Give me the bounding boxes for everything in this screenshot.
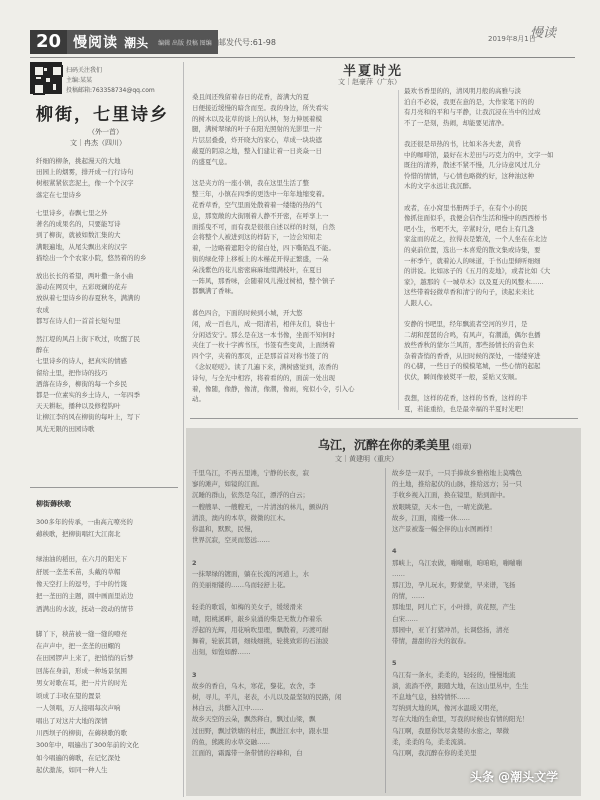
text-line: 千里乌江，不再五里滩，宁静的长夜，寂 <box>192 469 309 477</box>
text-line: 放些香秋的蒙尔兰风笛，那些扬情长的音色来 <box>404 341 534 350</box>
text-line: 或者，在小窝里书册两手子，在有个小的民 <box>404 203 528 212</box>
text-line: 顷成了丰收在望的置景 <box>36 691 101 700</box>
text-line: 家》，越那的《一城草木》以及夏天的风整木…… <box>404 277 544 286</box>
text-line: 我还很是昂热的书，比如米各夫妻，黄昏 <box>404 139 521 148</box>
text-line: 都飘满了香味。 <box>192 287 238 296</box>
essay-author: 文｜赵豪萍（广东） <box>338 78 401 86</box>
text-line: 蔽夏的阴凉之地，整入们建让着一日炎焱一日 <box>192 146 322 155</box>
text-line <box>192 546 380 557</box>
text-line <box>36 615 139 627</box>
text-line: 淌，流淌不停，跟随大地，在这山里丛中，生生 <box>392 681 529 690</box>
text-line: 留给土里，把作诗的技巧 <box>36 368 108 377</box>
feature-column-right <box>392 468 577 759</box>
text-line: 描绘出一个个农家小院，悠然着的的乡 <box>36 253 147 262</box>
essay-title: 半夏时光 <box>343 64 404 79</box>
text-line: 这些带着轻微草香和清宁的句子，读起来来比 <box>404 288 534 297</box>
corner-logo: 慢读 <box>530 26 557 41</box>
text-line: 绿油油的稻田，在六月的阳光下 <box>36 555 127 564</box>
text-line: 薅秧歌，把柳街唱红大江南北 <box>36 530 121 539</box>
text-line: 家盆而的花之，拉得表是繁茂，一个人坐在在北边 <box>404 235 547 244</box>
poem-author: 文｜冉杰（四川） <box>70 139 126 147</box>
text-line: 300多年的传承，一曲高亢嘹亮的 <box>36 518 133 526</box>
text-line: 那峡上，乌江农做，嘣嘣嘣，咱咱咱，嘣嘣嘣 <box>392 558 522 567</box>
poem-stanza <box>36 156 134 201</box>
text-line: 乌江啊，我沉醉在你的柔美里 <box>392 749 477 758</box>
text-line: 着，一边略着遮阳令的留白处，四下嘶陷乱不能。 <box>192 244 335 253</box>
text-line: 舞着，轮嵌其谓，细线细挑，轮挑致彩的石油波 <box>192 637 329 646</box>
text-line <box>192 591 380 602</box>
text-line: 乌江有一条水，柔柔的，轻轻的，慢慢地流 <box>392 670 516 679</box>
text-line: 你温和，默默，民慢， <box>192 525 257 534</box>
text-line: 我想，这样的花香，这样的书香，这样的半 <box>404 394 528 403</box>
column-divider <box>385 468 386 793</box>
text-line: 息，那宽敞的大街刚着人静不开密，在呼享上一 <box>192 211 329 220</box>
text-line: 回荡在身前，形成一种场景氛围 <box>36 666 127 675</box>
text-line: 放纵着七里诗乡的春夏秋冬，满满的 <box>36 294 140 303</box>
contact-line: 扫码关注我们 <box>66 67 103 74</box>
text-line: 一抹翠绿的镀面，躺在长流的河道上，水 <box>192 569 309 578</box>
text-line: 风光无限的田园诗歌 <box>36 424 95 433</box>
text-line: 故乡的香自，乌木，寒花，黎花，农舍，李 <box>192 681 316 690</box>
text-line <box>36 541 139 553</box>
text-line: 暮色四合，下面的时候到小城，开大悠 <box>192 308 303 317</box>
text-line: 的盛夏气息。 <box>192 157 231 166</box>
text-line <box>404 383 579 394</box>
text-line: 的讲说。比如冰子的《五月的麦地》，或者比如《大 <box>404 267 551 276</box>
text-line: 安静的书吧里，经年飘流者空河的岁月，是 <box>404 320 528 329</box>
text-line: 天天耕耘，播种以及修程钩叶 <box>36 402 121 411</box>
text-line: 都写在诗人们一首首长短句里 <box>36 316 121 325</box>
text-line: 游动在网页中，五彩斑斓的花卉 <box>36 283 127 292</box>
text-line: 著名的成果名的，只要能写诗 <box>36 220 121 229</box>
text-line: 洒满出的水波，抚动一段动的情节 <box>36 604 134 613</box>
text-line: 木的文字永远让我沉醉。 <box>404 182 476 191</box>
text-line: 一人领唱，万人接唱每次声响 <box>36 704 121 713</box>
issue-date: 2019年8月1日 <box>488 35 536 43</box>
text-line: 的美丽细镂的……乌而轻舒上花。 <box>192 581 290 590</box>
text-line: 的树木以及花草的谈上的认林，努力伸展着模 <box>192 114 322 123</box>
text-line <box>404 128 579 139</box>
text-line: 的桌前位置，选出一本喜爱的散文集或诗集，要 <box>404 245 541 254</box>
text-line: 整三年，小镇在四季的更迭中一年年地缩变着。 <box>192 190 329 199</box>
text-line: 朵浅紫色的花儿密密麻麻地缀满枝叶，在夏日 <box>192 265 322 274</box>
paper-name: 潮头 <box>124 35 149 50</box>
text-line: 着，像随，像静，像清，像潮，像雨，宛似小令，引入心 <box>192 384 355 393</box>
text-line: 晴，阳桃溪畔，敲乡泉涌的柴是无数力作着乐 <box>192 614 322 623</box>
text-line: 沉睡的群山，依然是乌江，漂浮的白云； <box>192 491 309 500</box>
masthead-rule <box>30 57 575 58</box>
text-line: 唱出了对这片大地的深情 <box>36 716 108 725</box>
text-line: 白宋…… <box>392 614 418 623</box>
text-line: 夹住了一枚十字裤书压，书签有些变黄，上面绣着 <box>192 341 335 350</box>
poem-stanza <box>36 208 147 264</box>
qr-code-icon <box>30 62 62 94</box>
text-line: …… <box>392 569 405 578</box>
text-line: 过田野，飘过铁塘的村庄，飘进江水中，跟水里 <box>192 726 329 735</box>
text-line: 手收乡视入江面，换在镜里，贴到面中。 <box>392 491 509 500</box>
essay-column-1 <box>192 92 392 405</box>
text-line: 最欢书香里的的，清风明月般的高雅与淡 <box>404 87 521 95</box>
text-line: 有月亮和的平和与平静，让我沉浸在当中的过成 <box>404 108 541 117</box>
text-line: 中的咖啡馆，最好在木差田与巧克力的中，文字一如 <box>404 150 554 159</box>
text-line: 这产景被鉴一幅全伴的山水图画样！ <box>392 525 496 534</box>
text-line: 夏，若能重拾，也是最幸福的半夏时光吧！ <box>404 404 528 413</box>
text-line: 在声声中，把一垄垄的田螺的 <box>36 642 121 651</box>
text-line: 寥的滩声，如镜的江面。 <box>192 480 264 489</box>
text-line: 的心脚，一些日子的模模笔城，一些心情的起起 <box>404 362 541 371</box>
text-line: 清浪，澳内的本草，微微的江木。 <box>192 513 290 522</box>
text-line: 世界沉寂，空灵而悠远…… <box>192 536 270 545</box>
text-line: 吧小生，书吧不大，辛紧时分，吧台上有几盏 <box>404 224 534 233</box>
text-line: 诗句，与全光中相容，将着看的的，面前一处出现 <box>192 373 335 382</box>
text-line: 写在大地的生命里，写我的时候也有情的阳光！ <box>392 715 529 724</box>
text-line: 满眼遍地，从尾尖飘出来的汉字 <box>36 242 127 251</box>
contact-info <box>66 66 176 96</box>
text-line: 出刻，如饱如醉…… <box>192 648 251 657</box>
text-line: 脚丫下，秧苗被一缝一缝的嘹亮 <box>36 629 127 638</box>
text-line: 男女对歌在耳，把一片片的时光 <box>36 679 127 688</box>
text-line: 那江边，孕儿玩水，野蒙蒙，早来谱，飞扬 <box>392 581 516 590</box>
column-divider <box>398 90 399 410</box>
text-line: 不息地气息，独特情怀…… <box>392 693 470 702</box>
text-line: 日便接近缓慢的暗含而至。我的身边，所失看实 <box>192 103 329 112</box>
text-line: 人跟人心。 <box>404 298 437 307</box>
text-line: 一杯季午，就着沁人的味道，于书山里倾听细细 <box>404 256 541 265</box>
poem-stanza <box>36 271 140 327</box>
text-line: 乌江啊，我愿你饮尽贪婪的水密之，翠微 <box>392 726 509 735</box>
text-line: 那地里，阿儿亡下，小叶排，黄花照，产生 <box>392 603 516 612</box>
section-number: 3 <box>192 670 197 679</box>
feature-author: 文｜黄建明（重庆） <box>335 455 398 463</box>
text-line: 纤细的柳条，挑起漫天的大地 <box>36 157 121 165</box>
text-line: 都是一位素实的乡土诗人，一年四季 <box>36 391 140 400</box>
text-line: 故乡是一双手，一只手捧故乡雅格地上莫嘴色 <box>392 469 522 477</box>
section-banner <box>67 30 218 54</box>
text-line: 《念奴嗟嗟》。读了几遍下来，满树感觉到，浓香的 <box>192 362 339 371</box>
text-line: 伏伏，瞬间像被熨平一般，妥贴又安顺。 <box>404 373 521 382</box>
section-divider <box>30 487 178 488</box>
text-line <box>192 297 392 308</box>
text-line: 的土地，推给起伏的山脉，推给远方；另一只 <box>392 480 522 489</box>
text-line: 故乡，江面，南楼一休…… <box>392 513 470 522</box>
poem-stanza <box>36 334 140 435</box>
feature-column-left <box>192 468 380 759</box>
section-subtitle: 编辑 出版 投稿 图编 <box>158 39 212 47</box>
text-line: 桑且间还残留着春日的花香，蔷满大的夏 <box>192 93 309 101</box>
text-line: 像天空打上的逗号，手中的竹篾 <box>36 580 127 589</box>
side-poem-heading: 柳街薅秧歌 <box>36 500 71 508</box>
poem-series: （外一首） <box>88 128 123 136</box>
text-line: 林白云，共醉入江中…… <box>192 704 264 713</box>
text-line: 七里诗乡的诗人，把真实的情感 <box>36 357 127 366</box>
text-line: 轻柔的歌谣，如梅的美女子，缓缓滑来 <box>192 603 303 612</box>
text-line: 放出长长的希望，两叶撒一条小曲 <box>36 272 134 280</box>
text-line: 会将整个人被进到这的样防下，一边会知知走 <box>192 233 322 242</box>
text-line: 在田园锣声上来了，把悄悄的后梦 <box>36 654 134 663</box>
text-line: 这是夹方的一座小镇，我在这里生活了整 <box>192 179 309 188</box>
side-poem-text <box>36 516 139 777</box>
text-line <box>392 647 577 658</box>
text-line: 让柳江李的风在柳街的每叶上，写下 <box>36 413 140 422</box>
text-line: 带情，甜甜的谷夫的叙春。 <box>392 637 470 646</box>
text-line: 二胡和琵琶的合鸣，有风声，有潮涌，偶尔也播 <box>404 330 541 339</box>
text-line: 柔，柔柔的乌，柔柔流淌。 <box>392 737 470 746</box>
text-line: 像抓住面似乎，我便会信作生活和慢中的西西桥书 <box>404 214 547 223</box>
feature-title <box>318 436 471 453</box>
text-line <box>404 192 579 203</box>
text-line: 那园中，亚丫打猪冲吊，长调悠扬，清亮 <box>392 625 509 634</box>
text-line: 杂着杳悄的香香，从旧时候的深处，一缕缕穿进 <box>404 351 541 360</box>
watermark: 头条 @潮头文学 <box>470 770 559 784</box>
text-line: 醉在 <box>36 346 49 355</box>
text-line: 的鱼，熊跳的水草交融…… <box>192 737 270 746</box>
text-line: 腿，满树翠绿的叶子在阳光照射的光影里一片 <box>192 125 322 134</box>
text-line: 写纳到大地的风，像河水温暖又明亮， <box>392 704 503 713</box>
text-line: 四个字，夹着的那页，正是那首首对称书签了的 <box>192 352 329 361</box>
feature-title-text: 乌江，沉醉在你的柔美里 <box>318 438 451 452</box>
text-line: 故乡天空的云朵，飘然释白，飘过山梁，飘 <box>192 715 316 724</box>
text-line: 树根紧紧依恋泥土，像一个个汉字 <box>36 179 134 188</box>
contact-line: 投稿邮箱:763358734@qq.com <box>66 87 155 94</box>
section-number: 4 <box>392 547 397 556</box>
text-line: 分闲适安宁。那么是在这一本书像，坐面不知何时 <box>192 330 335 339</box>
section-number: 2 <box>192 558 197 567</box>
text-line: 面摇曳不可，而有我是很很自述以样的时刻，自然 <box>192 222 335 231</box>
text-line: 舒展一垄垄禾苗，头戴的草帽 <box>36 567 121 576</box>
text-line: 街的绿化带上移板上的木槿花开得正繁盛，一朵 <box>192 254 329 263</box>
text-line: 闲，成一百也儿，成一阳清若，相伴友们，骑也十 <box>192 319 335 328</box>
text-line <box>404 308 579 319</box>
poem-title: 柳街，七里诗乡 <box>36 105 169 125</box>
contact-line: 主编:某某 <box>66 77 93 84</box>
postal-code: 邮发代号:61-98 <box>218 38 276 47</box>
text-line: 片层层叠叠，炸开晓大的家心，草成一块块遮 <box>192 136 322 145</box>
feature-tag: (组章) <box>452 443 472 451</box>
text-line <box>392 535 577 546</box>
text-line: 如今唱遍的薅歌，在记忆深处 <box>36 753 121 762</box>
text-line: 川西坝子的柳街，在薅秧歌的歌 <box>36 728 127 737</box>
text-line: 农成 <box>36 305 49 314</box>
text-line: 树，寻儿，平儿，老表，小儿以及最坚韧的民路，闲 <box>192 693 342 702</box>
text-line: 一艘艘旱、一艘艘无，一片清浊的林儿，颤纵的 <box>192 502 329 511</box>
text-line: 不了一是刻，热闹，却能要见清净。 <box>404 118 508 127</box>
page-number: 20 <box>30 30 67 54</box>
text-line: 300年中，唱遍出了300年前的文化 <box>36 741 139 750</box>
text-line: 怜惜的情情，与心情也略微约好，这种油这种 <box>404 171 534 180</box>
text-line: 动。 <box>192 395 205 404</box>
text-line: 泊自不必说，我更在意的是，大作家笔下的的 <box>404 97 534 106</box>
text-line: 浮起的光辉，用花响吹里理，飘散着，巧渡可耐 <box>192 625 329 634</box>
text-line: 放眼眺望，天木一色，一晴光潋滟。 <box>392 502 496 511</box>
text-line: 把一垄田的主题，圆中画面里站边 <box>36 592 134 601</box>
text-line: 起伏激荡，如同一种人生 <box>36 766 108 775</box>
section-name: 慢阅读 <box>73 35 119 51</box>
column-divider <box>183 62 184 797</box>
essay-column-2 <box>404 86 579 414</box>
text-line: 七里诗乡，春飘七里之外 <box>36 209 108 217</box>
text-line: 洒落在诗乡，柳街的每一个乡民 <box>36 379 127 388</box>
text-line: 既往的清养，散述不紧不慢，几分诗意风过几分 <box>404 161 541 170</box>
text-line: 落定在七里诗乡 <box>36 190 82 199</box>
text-line: 田园上的烟雾，排开成一行行诗句 <box>36 168 134 177</box>
text-line: 到了柳街，就被如数汇集的大 <box>36 231 121 240</box>
text-line: 一阵风，那香味，会随着风儿漫过树梢，整个镇子 <box>192 276 335 285</box>
text-line <box>192 658 380 669</box>
text-line: 花香草香，空气里面处散着着一缕缕的热的气 <box>192 200 322 209</box>
text-line: 的情，…… <box>392 592 425 601</box>
text-line: 江面的，霜露带一条带情的谷峰和，白 <box>192 749 303 758</box>
text-line: 然江堤的风吕上街下吹过，吹醒了民 <box>36 335 140 343</box>
section-divider <box>190 418 578 419</box>
section-number: 5 <box>392 659 397 668</box>
text-line <box>192 168 392 179</box>
